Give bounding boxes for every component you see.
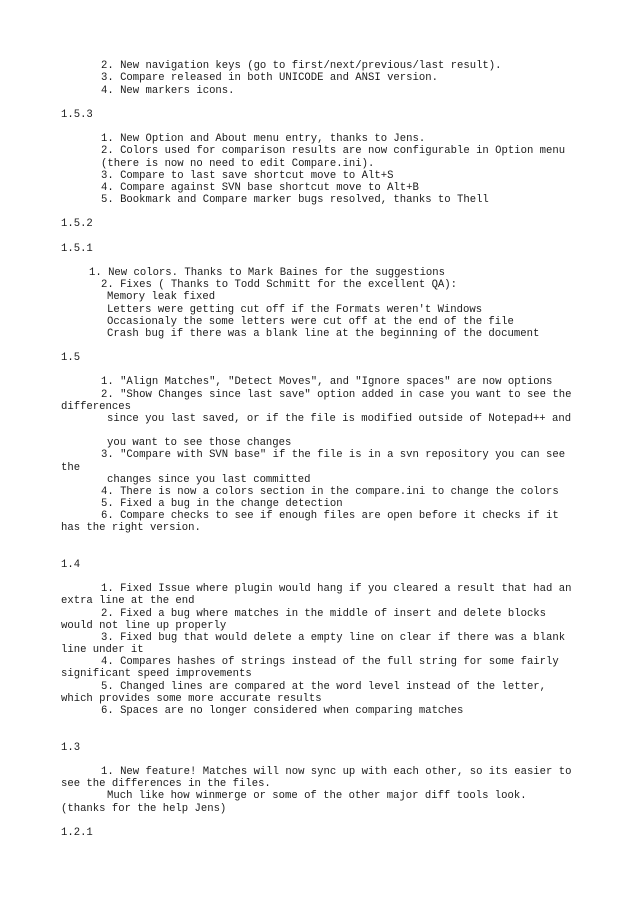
text-line: you want to see those changes (107, 437, 292, 449)
text-line: which provides some more accurate results (61, 693, 322, 705)
text-line: 3. Compare to last save shortcut move to Alt+S (101, 170, 394, 182)
text-line: line under it (61, 644, 144, 656)
text-line: 3. Fixed bug that would delete a empty line on clear if there was a blank (101, 632, 566, 644)
text-line: (thanks for the help Jens) (61, 803, 227, 815)
text-line: 2. Fixed a bug where matches in the middle of insert and delete blocks (101, 608, 547, 620)
text-line: see the differences in the files. (61, 778, 271, 790)
text-line: 1. Fixed Issue where plugin would hang if you cleared a result that had an (101, 583, 572, 595)
text-line: Letters were getting cut off if the Formats weren't Windows (107, 304, 483, 316)
text-line: significant speed improvements (61, 668, 252, 680)
text-line: 5. Bookmark and Compare marker bugs resolved, thanks to Thell (101, 194, 489, 206)
text-line: Memory leak fixed (107, 291, 216, 303)
text-line: 1. New feature! Matches will now sync up with each other, so its easier to (101, 766, 572, 778)
text-line: 4. Compares hashes of strings instead of the full string for some fairly (101, 656, 559, 668)
text-line: 2. New navigation keys (go to first/next/previous/last result). (101, 60, 502, 72)
text-line: (there is now no need to edit Compare.ini). (101, 158, 375, 170)
text-line: 4. Compare against SVN base shortcut move to Alt+B (101, 182, 419, 194)
text-line: 6. Compare checks to see if enough files are open before it checks if it (101, 510, 559, 522)
version-heading: 1.5.3 (61, 109, 93, 121)
text-line: 2. Fixes ( Thanks to Todd Schmitt for the excellent QA): (101, 279, 458, 291)
text-line: 2. "Show Changes since last save" option added in case you want to see the (101, 389, 572, 401)
text-line: Much like how winmerge or some of the other major diff tools look. (107, 790, 527, 802)
text-line: 2. Colors used for comparison results are now configurable in Option menu (101, 145, 566, 157)
version-heading: 1.4 (61, 559, 81, 571)
text-line: since you last saved, or if the file is modified outside of Notepad++ and (107, 413, 572, 425)
text-line: 3. "Compare with SVN base" if the file is in a svn repository you can see (101, 449, 566, 461)
version-heading: 1.2.1 (61, 827, 93, 839)
version-heading: 1.5 (61, 352, 81, 364)
text-line: would not line up properly (61, 620, 227, 632)
text-line: Crash bug if there was a blank line at the beginning of the document (107, 328, 540, 340)
text-line: 4. New markers icons. (101, 85, 235, 97)
text-line: 1. New Option and About menu entry, thanks to Jens. (101, 133, 426, 145)
text-line: 5. Changed lines are compared at the word level instead of the letter, (101, 681, 547, 693)
text-line: the (61, 462, 81, 474)
text-line: 5. Fixed a bug in the change detection (101, 498, 343, 510)
text-line: 3. Compare released in both UNICODE and ANSI version. (101, 72, 438, 84)
text-line: Occasionaly the some letters were cut off at the end of the file (107, 316, 514, 328)
text-line: has the right version. (61, 522, 201, 534)
text-line: changes since you last committed (107, 474, 311, 486)
text-line: differences (61, 401, 131, 413)
text-line: extra line at the end (61, 595, 195, 607)
text-line: 4. There is now a colors section in the compare.ini to change the colors (101, 486, 559, 498)
text-line: 1. "Align Matches", "Detect Moves", and "Ignore spaces" are now options (101, 376, 553, 388)
text-line: 6. Spaces are no longer considered when comparing matches (101, 705, 464, 717)
version-heading: 1.3 (61, 742, 81, 754)
text-line: 1. New colors. Thanks to Mark Baines for the suggestions (89, 267, 446, 279)
version-heading: 1.5.1 (61, 243, 93, 255)
version-heading: 1.5.2 (61, 218, 93, 230)
